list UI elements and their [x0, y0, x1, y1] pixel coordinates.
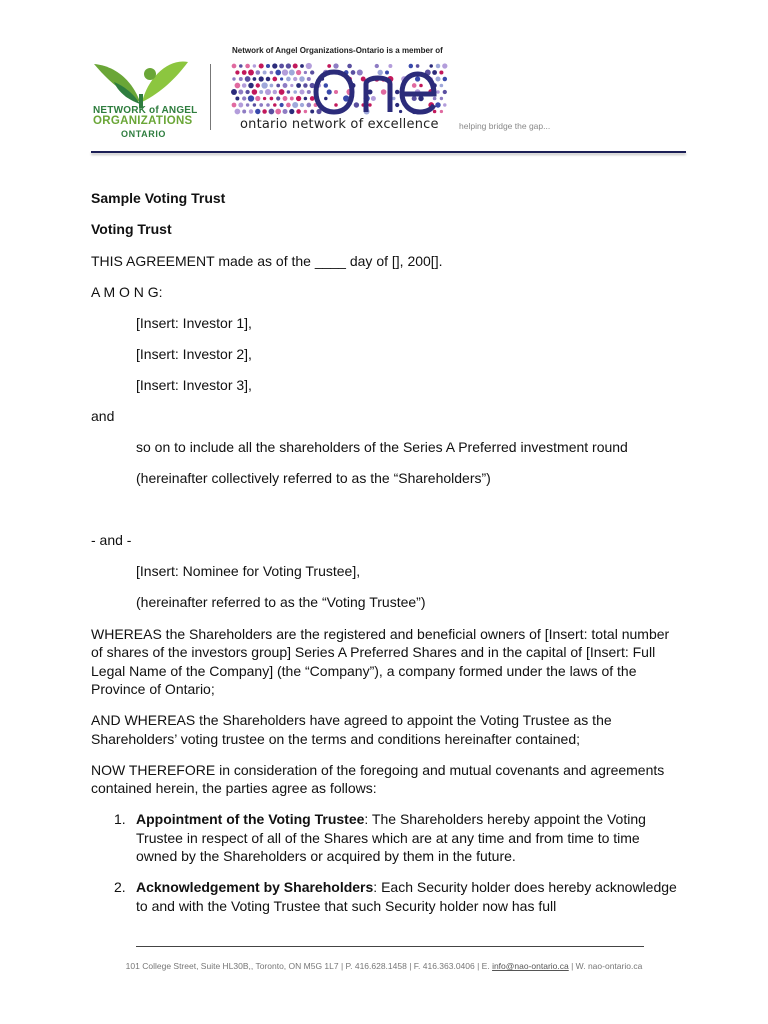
- logo-dot: [249, 109, 253, 113]
- logo-dot: [262, 109, 267, 114]
- logo-dot: [242, 83, 247, 88]
- doc-nominee: [Insert: Nominee for Voting Trustee],: [136, 563, 361, 579]
- logo-dot: [231, 89, 237, 95]
- footer-contact: [0, 961, 768, 971]
- footer-rule: [136, 946, 644, 947]
- logo-dot: [252, 89, 258, 95]
- logo-dot: [259, 90, 263, 94]
- footer-web: | W. nao-ontario.ca: [568, 961, 643, 971]
- logo-dot: [272, 77, 277, 82]
- logo-dot: [299, 76, 305, 82]
- logo-dot: [443, 103, 446, 106]
- logo-dot: [293, 77, 297, 81]
- logo-dot: [276, 96, 280, 100]
- logo-dot: [265, 89, 271, 95]
- logo-dot: [242, 96, 246, 100]
- logo-dot: [279, 64, 284, 69]
- logo-dot: [418, 96, 423, 101]
- clause-2-title: Acknowledgement by Shareholders: [136, 879, 374, 895]
- logo-dot: [248, 83, 254, 89]
- investor-1: [Insert: Investor 1],: [136, 314, 252, 331]
- logo-dot: [327, 64, 331, 68]
- header-divider: [210, 64, 211, 130]
- logo-dot: [242, 70, 247, 75]
- logo-dot: [283, 96, 288, 101]
- logo-dot: [253, 77, 257, 81]
- logo-dot: [307, 77, 311, 81]
- logo-dot: [238, 90, 243, 95]
- doc-hereinafter-shareholders: (hereinafter collectively referred to as the “Shareholders”): [136, 469, 491, 486]
- logo-dot: [287, 90, 290, 93]
- logo-dot: [239, 64, 243, 68]
- logo-dot: [235, 83, 241, 89]
- logo-dot: [439, 70, 443, 74]
- logo-dot: [409, 64, 413, 68]
- logo-dot: [440, 110, 443, 113]
- logo-dot: [232, 77, 235, 80]
- logo-dot: [248, 70, 254, 76]
- logo-dot: [248, 95, 254, 101]
- logo-dot: [282, 109, 287, 114]
- doc-whereas-1: WHEREAS the Shareholders are the registered and beneficial owners of [Insert: total number of shares of the investors group] Series A Preferred Shares and in the capital of [Insert: Full Legal Name of the Company] (the “Company”), a company formed under the laws of the Province of Ontario;: [91, 625, 670, 697]
- logo-dot: [357, 69, 363, 75]
- logo-dot: [275, 70, 281, 76]
- logo-dot: [280, 103, 284, 107]
- clause-2: [91, 878, 681, 915]
- logo-dot: [245, 76, 251, 82]
- nao-logo-line3: ONTARIO: [121, 129, 167, 139]
- logo-dot: [385, 71, 389, 75]
- logo-dot: [416, 64, 420, 68]
- logo-dot: [273, 90, 277, 94]
- investor-3: [Insert: Investor 3],: [136, 376, 252, 393]
- logo-dot: [436, 77, 441, 82]
- logo-dot: [269, 109, 275, 115]
- logo-dot: [399, 110, 402, 113]
- doc-so-on: so on to include all the shareholders of the Series A Preferred investment round: [136, 438, 628, 455]
- tagline: helping bridge the gap...: [459, 121, 551, 131]
- logo-dot: [433, 110, 437, 114]
- member-statement: Network of Angel Organizations-Ontario is a member of: [232, 46, 443, 55]
- logo-dot: [303, 83, 307, 87]
- logo-dot: [381, 89, 387, 95]
- logo-dot: [275, 109, 281, 115]
- logo-dot: [300, 103, 304, 107]
- logo-dot: [436, 64, 441, 69]
- logo-dot: [256, 70, 261, 75]
- header-rule: [91, 151, 686, 153]
- logo-dot: [395, 90, 399, 94]
- logo-dot: [433, 97, 437, 101]
- logo-dot: [238, 103, 243, 108]
- logo-dot: [354, 102, 359, 107]
- clause-1-number: 1.: [114, 811, 126, 827]
- logo-dot: [266, 103, 270, 107]
- logo-dot: [392, 97, 395, 100]
- logo-dot: [334, 90, 338, 94]
- logo-dot: [270, 97, 274, 101]
- logo-dot: [280, 77, 283, 80]
- logo-dot: [242, 110, 246, 114]
- logo-dot: [419, 84, 423, 88]
- logo-dot: [324, 97, 328, 101]
- logo-dot: [253, 103, 256, 106]
- logo-dot: [306, 63, 312, 69]
- clause-1-title: Appointment of the Voting Trustee: [136, 811, 365, 827]
- logo-dot: [290, 97, 294, 101]
- clause-2-number: 2.: [114, 879, 126, 895]
- logo-dot: [296, 96, 301, 101]
- logo-dot: [333, 63, 338, 68]
- logo-letter-n: [366, 78, 390, 112]
- logo-dot: [432, 70, 437, 75]
- logo-dot: [286, 77, 291, 82]
- logo-dot: [255, 109, 260, 114]
- letterhead: [0, 0, 768, 160]
- logo-dot: [310, 70, 314, 74]
- logo-dot: [261, 82, 267, 88]
- logo-dot: [304, 110, 307, 113]
- logo-dot: [415, 76, 420, 81]
- doc-whereas-2: AND WHEREAS the Shareholders have agreed to appoint the Voting Trustee as the Shareholders’ voting trustee on the terms and conditions hereinafter contained;: [91, 712, 612, 747]
- logo-dot: [279, 89, 285, 95]
- doc-heading-sample: Sample Voting Trust: [91, 190, 226, 206]
- logo-dot: [293, 64, 298, 69]
- logo-dot: [246, 103, 249, 106]
- logo-dot: [283, 83, 288, 88]
- logo-dot: [442, 63, 447, 68]
- logo-dot: [412, 96, 417, 101]
- logo-dot: [286, 103, 291, 108]
- logo-dot: [304, 71, 307, 74]
- logo-dot: [324, 83, 328, 87]
- logo-dot: [327, 89, 332, 94]
- logo-dot: [440, 84, 444, 88]
- logo-dot: [307, 90, 311, 94]
- doc-now-therefore: NOW THEREFORE in consideration of the foregoing and mutual covenants and agreements contained herein, the parties agree as follows:: [91, 761, 665, 796]
- logo-dot: [239, 77, 243, 81]
- logo-dot: [300, 64, 304, 68]
- logo-dot: [412, 83, 417, 88]
- logo-dot: [232, 64, 237, 69]
- logo-dot: [259, 63, 264, 68]
- clause-1-text: : The Shareholders hereby appoint the Voting Trustee in respect of all of the Shares which are at any time and from time to time owned by the Shareholders or acquired by them in the future.: [136, 811, 646, 864]
- logo-dot: [304, 97, 308, 101]
- doc-heading-voting-trust: Voting Trust: [91, 221, 172, 237]
- logo-dot: [270, 71, 274, 75]
- logo-dot: [436, 90, 439, 93]
- logo-dot: [351, 70, 356, 75]
- logo-dot: [256, 83, 260, 87]
- logo-dot: [443, 90, 447, 94]
- logo-dot: [435, 102, 440, 107]
- footer-address: 101 College Street, Suite HL30B,, Toronto, ON M5G 1L7 | P. 416.628.1458 | F. 416.363.0406 | E.: [125, 961, 493, 971]
- logo-dot: [263, 71, 267, 75]
- logo-dot: [259, 103, 263, 107]
- logo-dot: [272, 63, 277, 68]
- logo-dot: [235, 109, 241, 115]
- logo-dot: [235, 97, 239, 101]
- doc-hereinafter-trustee: (hereinafter referred to as the “Voting Trustee”): [136, 594, 426, 610]
- one-caption: ontario network of excellence: [240, 117, 439, 132]
- logo-dot: [270, 84, 274, 88]
- logo-dot: [306, 103, 311, 108]
- logo-dot: [255, 96, 260, 101]
- logo-dot: [289, 70, 295, 76]
- nao-logo-line2: ORGANIZATIONS: [93, 115, 193, 127]
- logo-dot: [377, 70, 382, 75]
- logo-dot: [273, 103, 277, 107]
- doc-intro: THIS AGREEMENT made as of the ____ day of [], 200[].: [91, 252, 443, 269]
- logo-dot: [245, 64, 250, 69]
- logo-dot: [296, 83, 301, 88]
- logo-dot: [245, 90, 249, 94]
- document-body: [91, 189, 681, 915]
- logo-dot: [235, 70, 239, 74]
- logo-dot: [440, 97, 443, 100]
- logo-dot: [388, 64, 392, 68]
- logo-dot: [289, 109, 294, 114]
- logo-dot: [429, 64, 432, 67]
- clause-1: [91, 810, 681, 866]
- logo-dot: [266, 77, 271, 82]
- footer-email-link[interactable]: info@nao-ontario.ca: [492, 961, 569, 971]
- doc-and-dash: - and -: [91, 532, 132, 548]
- logo-dot: [282, 69, 288, 75]
- logo-dot: [232, 103, 237, 108]
- logo-dot: [290, 84, 293, 87]
- logo-dot: [253, 64, 256, 67]
- doc-among: A M O N G:: [91, 283, 163, 300]
- logo-dot: [296, 109, 301, 114]
- logo-dot: [395, 103, 399, 107]
- logo-dot: [259, 76, 264, 81]
- logo-dot: [310, 110, 314, 114]
- logo-dot: [299, 89, 304, 94]
- logo-dot: [334, 103, 338, 107]
- logo-dot: [375, 64, 379, 68]
- logo-dot: [266, 64, 270, 68]
- investor-2: [Insert: Investor 2],: [136, 345, 252, 362]
- nao-logo-line1: NETWORK of ANGEL: [93, 105, 198, 116]
- doc-and: and: [91, 407, 115, 424]
- one-dots-logo: [230, 62, 452, 118]
- logo-dot: [286, 63, 291, 68]
- logo-dot: [276, 84, 280, 88]
- logo-dot: [263, 97, 266, 100]
- logo-dot: [296, 70, 301, 75]
- logo-dot: [368, 103, 371, 106]
- logo-dot: [347, 64, 352, 69]
- logo-dot: [293, 90, 297, 94]
- logo-dot: [371, 96, 376, 101]
- logo-dot: [292, 102, 298, 108]
- clause-2-text: : Each Security holder does hereby acknowledge to and with the Voting Trustee that such Security holder now has full: [136, 879, 677, 914]
- logo-dot: [443, 77, 447, 81]
